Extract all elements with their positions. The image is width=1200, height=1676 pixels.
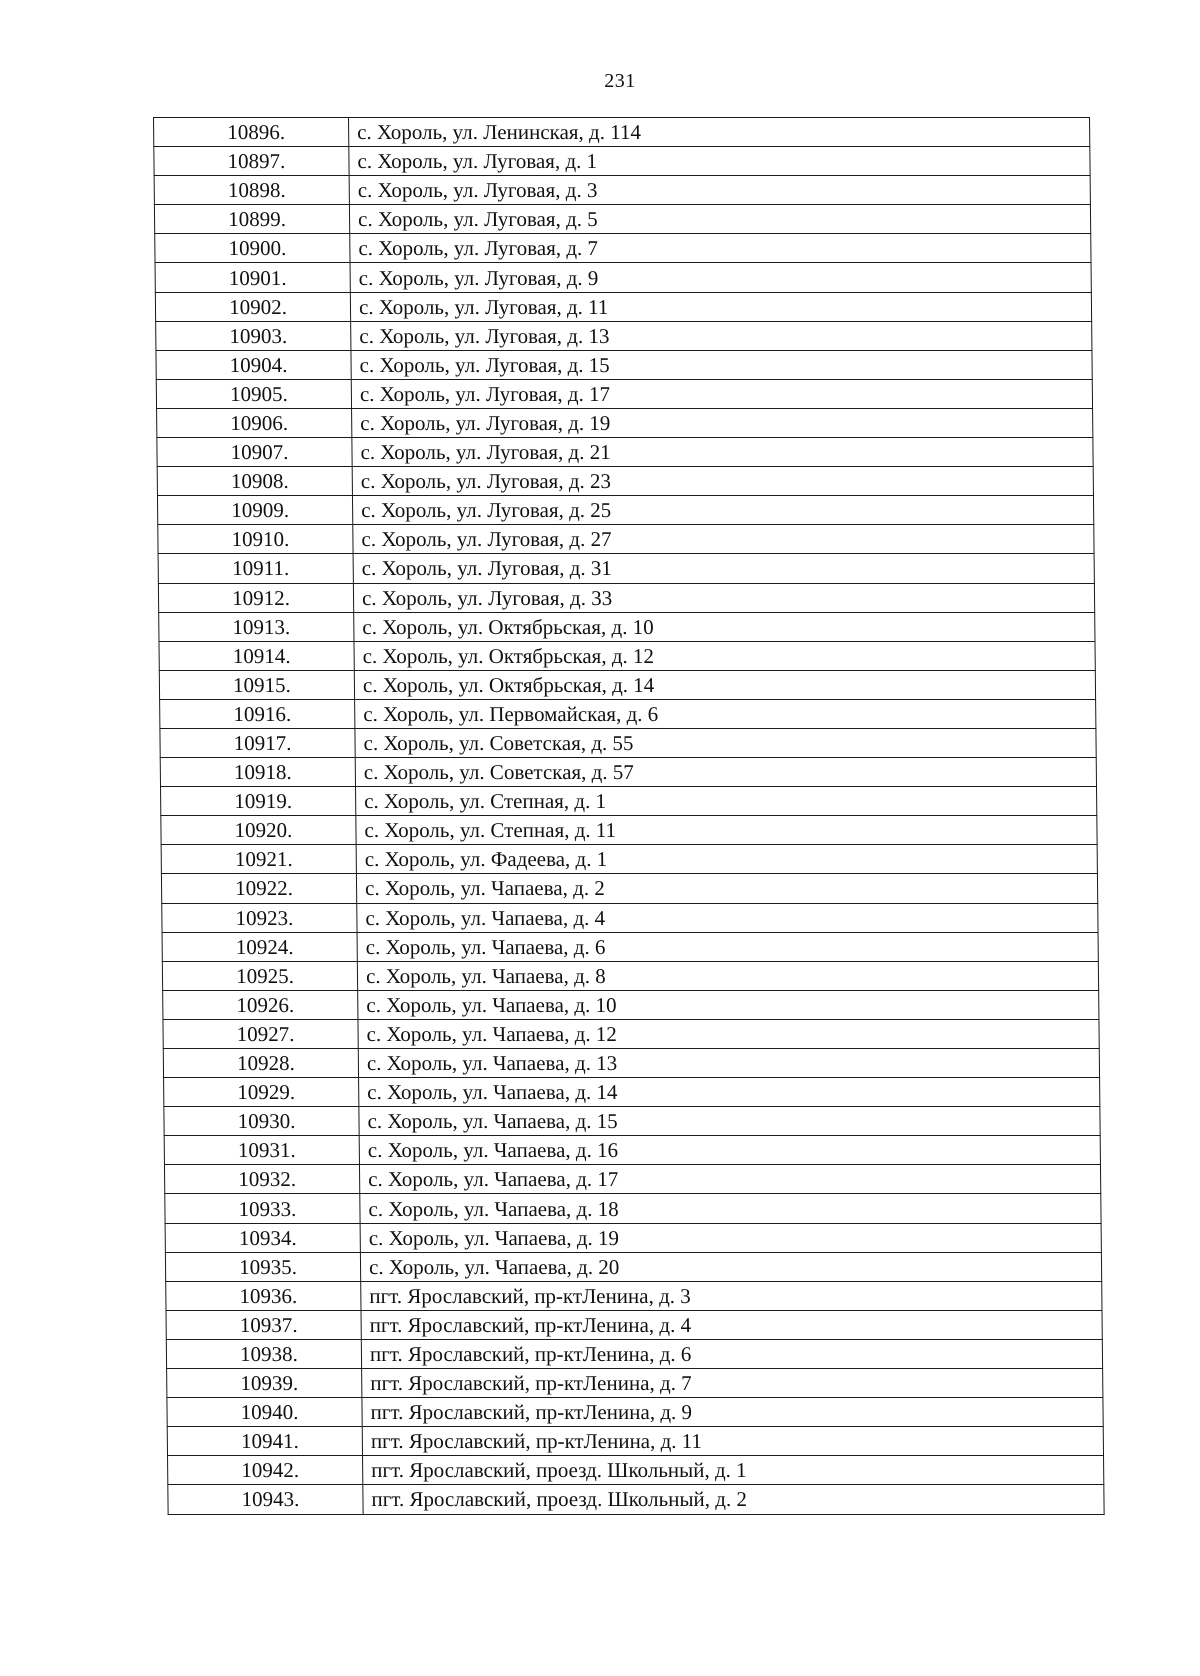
address-cell: с. Хороль, ул. Чапаева, д. 19 [360, 1223, 1101, 1252]
row-number-cell: 10928. [163, 1049, 358, 1078]
address-cell: с. Хороль, ул. Октябрьская, д. 12 [354, 641, 1095, 670]
address-cell: с. Хороль, ул. Луговая, д. 1 [349, 147, 1090, 176]
table-row [162, 932, 1098, 961]
table-row [161, 816, 1097, 845]
row-number-cell: 10936. [166, 1281, 361, 1310]
row-number-cell: 10923. [162, 903, 357, 932]
row-number-cell: 10940. [167, 1398, 362, 1427]
table-row [157, 438, 1093, 467]
page-number: 231 [604, 70, 636, 92]
address-cell: с. Хороль, ул. Чапаева, д. 18 [360, 1194, 1101, 1223]
table-row [157, 408, 1093, 437]
row-number-cell: 10925. [162, 961, 357, 990]
row-number-cell: 10918. [160, 758, 355, 787]
row-number-cell: 10903. [156, 321, 351, 350]
table-row [160, 699, 1096, 728]
table-row [166, 1339, 1102, 1368]
address-cell: с. Хороль, ул. Луговая, д. 11 [350, 292, 1091, 321]
address-cell: пгт. Ярославский, проезд. Школьный, д. 1 [363, 1456, 1104, 1485]
table-row [155, 263, 1091, 292]
address-cell: с. Хороль, ул. Чапаева, д. 4 [357, 903, 1098, 932]
row-number-cell: 10924. [162, 932, 357, 961]
table-row [163, 1019, 1099, 1048]
table-row [168, 1456, 1104, 1485]
row-number-cell: 10906. [157, 408, 352, 437]
address-cell: с. Хороль, ул. Чапаева, д. 6 [357, 932, 1098, 961]
address-cell: с. Хороль, ул. Луговая, д. 15 [351, 350, 1092, 379]
row-number-cell: 10920. [161, 816, 356, 845]
address-cell: пгт. Ярославский, пр-ктЛенина, д. 3 [361, 1281, 1102, 1310]
table-row [154, 147, 1090, 176]
row-number-cell: 10914. [159, 641, 354, 670]
address-cell: с. Хороль, ул. Степная, д. 11 [356, 816, 1097, 845]
address-cell: с. Хороль, ул. Луговая, д. 27 [353, 525, 1094, 554]
table-row [165, 1223, 1101, 1252]
address-cell: пгт. Ярославский, пр-ктЛенина, д. 4 [361, 1310, 1102, 1339]
table-row [159, 641, 1095, 670]
row-number-cell: 10917. [160, 728, 355, 757]
row-number-cell: 10921. [161, 845, 356, 874]
address-cell: с. Хороль, ул. Чапаева, д. 12 [358, 1019, 1099, 1048]
row-number-cell: 10898. [154, 176, 349, 205]
table-row [167, 1427, 1103, 1456]
row-number-cell: 10919. [161, 787, 356, 816]
address-cell: с. Хороль, ул. Луговая, д. 21 [352, 438, 1093, 467]
row-number-cell: 10911. [158, 554, 353, 583]
address-table-body [154, 118, 1105, 1515]
address-cell: с. Хороль, ул. Луговая, д. 5 [349, 205, 1090, 234]
address-cell: с. Хороль, ул. Луговая, д. 25 [352, 496, 1093, 525]
row-number-cell: 10896. [154, 118, 349, 147]
table-row [157, 467, 1093, 496]
address-cell: пгт. Ярославский, пр-ктЛенина, д. 7 [362, 1369, 1103, 1398]
address-cell: с. Хороль, ул. Фадеева, д. 1 [356, 845, 1097, 874]
table-row [161, 787, 1097, 816]
address-cell: с. Хороль, ул. Чапаева, д. 15 [359, 1107, 1100, 1136]
table-row [166, 1310, 1102, 1339]
table-row [164, 1165, 1100, 1194]
row-number-cell: 10926. [163, 990, 358, 1019]
table-row [156, 379, 1092, 408]
table-row [165, 1194, 1101, 1223]
row-number-cell: 10929. [164, 1078, 359, 1107]
table-row [163, 990, 1099, 1019]
address-cell: с. Хороль, ул. Чапаева, д. 2 [356, 874, 1097, 903]
address-cell: пгт. Ярославский, проезд. Школьный, д. 2 [363, 1485, 1104, 1514]
row-number-cell: 10937. [166, 1310, 361, 1339]
row-number-cell: 10934. [165, 1223, 360, 1252]
address-cell: с. Хороль, ул. Чапаева, д. 10 [358, 990, 1099, 1019]
row-number-cell: 10935. [165, 1252, 360, 1281]
table-row [158, 525, 1094, 554]
address-cell: с. Хороль, ул. Луговая, д. 7 [350, 234, 1091, 263]
address-cell: с. Хороль, ул. Первомайская, д. 6 [355, 699, 1096, 728]
table-row [156, 350, 1092, 379]
address-cell: с. Хороль, ул. Чапаева, д. 16 [359, 1136, 1100, 1165]
address-table [153, 117, 1105, 1515]
table-row [154, 118, 1090, 147]
table-row [159, 670, 1095, 699]
address-cell: с. Хороль, ул. Советская, д. 55 [355, 728, 1096, 757]
address-cell: с. Хороль, ул. Луговая, д. 3 [349, 176, 1090, 205]
address-cell: с. Хороль, ул. Луговая, д. 9 [350, 263, 1091, 292]
row-number-cell: 10904. [156, 350, 351, 379]
row-number-cell: 10927. [163, 1019, 358, 1048]
address-cell: с. Хороль, ул. Чапаева, д. 17 [359, 1165, 1100, 1194]
address-cell: с. Хороль, ул. Октябрьская, д. 14 [354, 670, 1095, 699]
address-cell: с. Хороль, ул. Советская, д. 57 [355, 758, 1096, 787]
address-cell: с. Хороль, ул. Луговая, д. 19 [352, 408, 1093, 437]
address-cell: с. Хороль, ул. Степная, д. 1 [356, 787, 1097, 816]
table-row [156, 321, 1092, 350]
table-row [159, 612, 1095, 641]
row-number-cell: 10897. [154, 147, 349, 176]
address-cell: с. Хороль, ул. Чапаева, д. 13 [358, 1049, 1099, 1078]
table-row [162, 961, 1098, 990]
table-row [157, 496, 1093, 525]
address-cell: пгт. Ярославский, пр-ктЛенина, д. 9 [362, 1398, 1103, 1427]
table-row [154, 205, 1090, 234]
address-cell: с. Хороль, ул. Чапаева, д. 20 [360, 1252, 1101, 1281]
address-cell: с. Хороль, ул. Октябрьская, д. 10 [354, 612, 1095, 641]
row-number-cell: 10908. [157, 467, 352, 496]
row-number-cell: 10913. [159, 612, 354, 641]
row-number-cell: 10916. [160, 699, 355, 728]
row-number-cell: 10922. [161, 874, 356, 903]
address-cell: с. Хороль, ул. Луговая, д. 23 [352, 467, 1093, 496]
row-number-cell: 10931. [164, 1136, 359, 1165]
address-cell: с. Хороль, ул. Ленинская, д. 114 [349, 118, 1090, 147]
row-number-cell: 10900. [155, 234, 350, 263]
row-number-cell: 10902. [155, 292, 350, 321]
row-number-cell: 10939. [167, 1369, 362, 1398]
row-number-cell: 10907. [157, 438, 352, 467]
address-cell: с. Хороль, ул. Луговая, д. 33 [353, 583, 1094, 612]
address-cell: с. Хороль, ул. Чапаева, д. 8 [357, 961, 1098, 990]
row-number-cell: 10899. [154, 205, 349, 234]
address-cell: с. Хороль, ул. Луговая, д. 13 [351, 321, 1092, 350]
row-number-cell: 10933. [165, 1194, 360, 1223]
table-row [167, 1369, 1103, 1398]
row-number-cell: 10942. [168, 1456, 363, 1485]
table-row [155, 234, 1091, 263]
table-row [155, 292, 1091, 321]
table-row [160, 728, 1096, 757]
row-number-cell: 10915. [159, 670, 354, 699]
row-number-cell: 10912. [158, 583, 353, 612]
table-row [166, 1281, 1102, 1310]
table-row [161, 874, 1097, 903]
table-row [161, 845, 1097, 874]
row-number-cell: 10932. [164, 1165, 359, 1194]
row-number-cell: 10901. [155, 263, 350, 292]
address-cell: пгт. Ярославский, пр-ктЛенина, д. 6 [361, 1339, 1102, 1368]
table-row [165, 1252, 1101, 1281]
address-cell: с. Хороль, ул. Луговая, д. 31 [353, 554, 1094, 583]
table-row [154, 176, 1090, 205]
address-cell: пгт. Ярославский, пр-ктЛенина, д. 11 [362, 1427, 1103, 1456]
row-number-cell: 10910. [158, 525, 353, 554]
row-number-cell: 10943. [168, 1485, 363, 1514]
table-row [164, 1078, 1100, 1107]
table-row [158, 583, 1094, 612]
row-number-cell: 10930. [164, 1107, 359, 1136]
row-number-cell: 10938. [166, 1339, 361, 1368]
table-row [160, 758, 1096, 787]
row-number-cell: 10905. [156, 379, 351, 408]
row-number-cell: 10941. [167, 1427, 362, 1456]
table-row [163, 1049, 1099, 1078]
row-number-cell: 10909. [157, 496, 352, 525]
table-row [162, 903, 1098, 932]
table-row [168, 1485, 1104, 1514]
address-cell: с. Хороль, ул. Чапаева, д. 14 [359, 1078, 1100, 1107]
table-row [158, 554, 1094, 583]
table-row [167, 1398, 1103, 1427]
address-cell: с. Хороль, ул. Луговая, д. 17 [351, 379, 1092, 408]
table-row [164, 1107, 1100, 1136]
table-row [164, 1136, 1100, 1165]
